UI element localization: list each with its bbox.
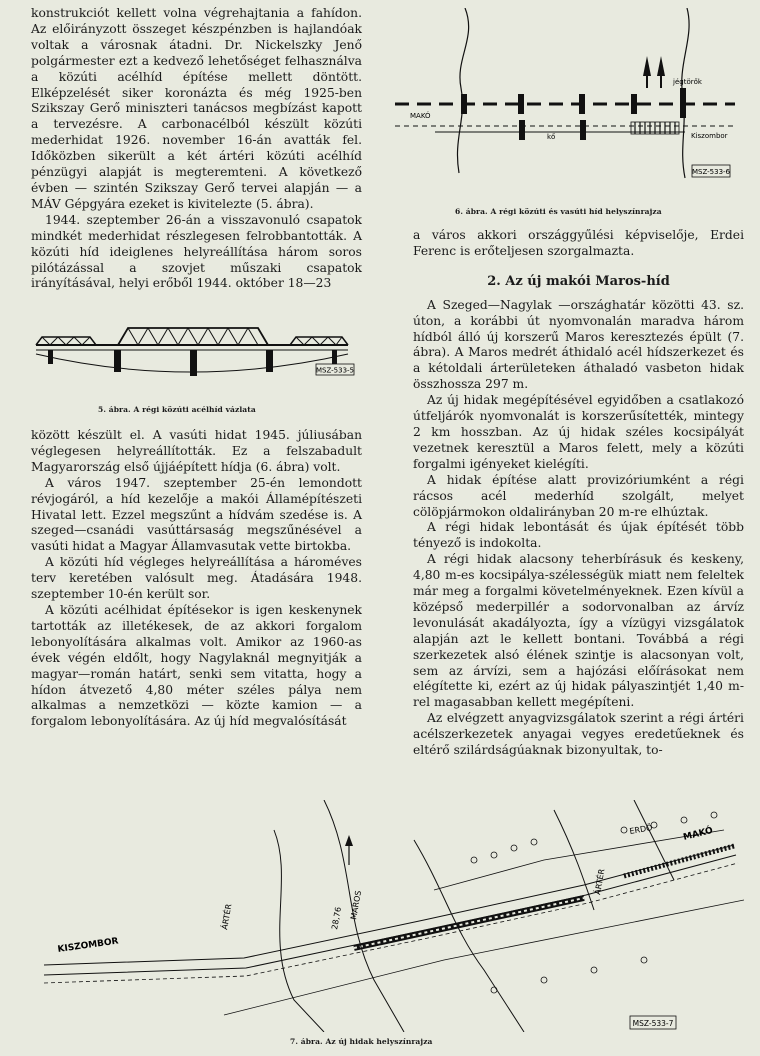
figure-code: MSZ-533-7 — [632, 1019, 674, 1028]
paragraph: Az elvégzett anyagvizsgálatok szerint a régi ártéri acélszerkezetek anyagai vegyes eredetűeknek és eltérő szilárdságúaknak bizonyultak, to- — [413, 711, 744, 758]
figure-7-caption: 7. ábra. Az új hidak helyszínrajza — [290, 1037, 433, 1046]
label-ko: kő — [547, 133, 556, 141]
label-jegtoro: jégtörők — [673, 78, 702, 86]
label-mako: MAKÓ — [682, 825, 714, 843]
figure-code: MSZ-533-6 — [691, 168, 731, 176]
label-mako: MAKÓ — [410, 112, 431, 120]
section-heading: 2. Az új makói Maros-híd — [487, 273, 670, 289]
paragraph: a város akkori országgyűlési képviselője, Erdei Ferenc is erőteljesen szorgalmazta. — [413, 228, 744, 258]
paragraph: A közúti híd végleges helyreállítása a hároméves terv keretében valósult meg. Átadására 1948. szeptember 10-én került sor. — [31, 555, 362, 602]
figure-6-caption: 6. ábra. A régi közúti és vasúti híd helyszínrajza — [455, 207, 662, 216]
paragraph: A város 1947. szeptember 25-én lemondott révjogáról, a híd kezelője a makói Államépítészeti Hivatal lett. Ezzel megszűnt a hídvám szedése is. A szeged—csanádi vasúttársaság megszűnésével a vasúti hidat a Magyar Államvasutak vette birtokba. — [31, 475, 362, 554]
label-arter-left: ÁRTÉR — [220, 903, 234, 931]
figure-5-caption: 5. ábra. A régi közúti acélhíd vázlata — [98, 405, 256, 414]
figure-code: MSZ-533-5 — [315, 366, 355, 375]
figure-5-drawing — [30, 320, 360, 395]
paragraph: A régi hidak lebontását és újak építését több tényező is indokolta. — [413, 520, 744, 551]
paragraph: A hidak építése alatt provizóriumként a régi rácsos acél mederhíd szolgált, melyet cölöpjármokon oldalirányban 20 m-re elhúztak. — [413, 472, 744, 519]
label-arter-right: ÁRTÉR — [593, 868, 607, 896]
paragraph: A közúti acélhidat építésekor is igen keskenynek tartották az illetékesek, de az akkori forgalom lebonyolítására alkalmas volt. Amikor az 1960-as évek végén eldőlt, hogy Nagylaknál megnyitják a magyar—román határt, senki sem vitatta, hogy a hídon átvezető 4,80 méter széles pálya nem alkalmas a nemzetközi — közte kamion — a forgalom lebonyolítására. Az új híd megvalósítását — [31, 602, 362, 729]
paragraph: A régi hidak alacsony teherbírásuk és keskeny, 4,80 m-es kocsipálya-szélességük miatt nem feleltek már meg a forgalmi követelményeknek. Ezen kívül a középső mederpillér a sodorvonalban az árvíz levonulását akadályozta, így a vízügyi vizsgálatok alapján azt le kellett bontani. Továbbá a régi szerkezetek alsó élének szintje is alacsonyan volt, sem az árvízi, sem a hajózási előírásokat nem elégítette ki, ezért az új hidak pályaszintjét 1,40 m-rel magasabban kellett megépíteni. — [413, 552, 744, 710]
label-erdo: ERDŐ — [628, 823, 654, 836]
label-kiszombor: Kiszombor — [691, 132, 728, 140]
paragraph: A Szeged—Nagylak —országhatár közötti 43. sz. úton, a korábbi út nyomvonalán maradva három hídból álló új korszerű Maros keresztezés épült (7. ábra). A Maros medrét áthidaló acél hídszerkezet és a kétoldali árterületeken áthaladó vasbeton hidak összhossza 297 m. — [413, 297, 744, 392]
figure-6-drawing — [395, 8, 735, 188]
paragraph: között készült el. A vasúti hidat 1945. júliusában véglegesen helyreállították. Ez a felszabadult Magyarország első újjáépített hídja (6. ábra) volt. — [31, 428, 362, 474]
label-kiszombor: KISZOMBOR — [57, 936, 120, 955]
figure-7-drawing — [24, 800, 744, 1032]
label-maros: MAROS — [349, 889, 364, 921]
paragraph: Az új hidak megépítésével egyidőben a csatlakozó útfeljárók nyomvonalát is korszerűsítették, mintegy 2 km hosszban. Az új hidak széles kocsipályát vezetnek keresztül a Maros felett, mely a közúti forgalmi igényeket kielégíti. — [413, 393, 744, 471]
label-km: 28,76 — [330, 906, 343, 931]
paragraph: konstrukciót kellett volna végrehajtania a fahídon. Az előirányzott összeget készpénzben is hajlandóak voltak a városnak átadni. Dr. Nickelszky Jenő polgármester ezt a kedvező lehetőséget felhasználva a közúti acélhíd építése mellett döntött. Elképzelését siker koronázta és még 1925-ben Szikszay Gerő miniszteri tanácsos megbízást kapott a tervezésre. A carbonacélból készült közúti mederhidat 1926. november 16-án avatták fel. Időközben sikerült a két ártéri közúti acélhíd pénzügyi alapját is megteremteni. A következő évben — szintén Szikszay Gerő tervei alapján — a MÁV Gépgyára ezeket is kivitelezte (5. ábra). — [31, 6, 362, 211]
right-column — [413, 228, 744, 759]
left-column-bottom — [31, 428, 362, 730]
paragraph: 1944. szeptember 26-án a visszavonuló csapatok mindkét mederhidat részlegesen felrobbantották. A közúti híd ideiglenes helyreállítása három soros pilótázással a szovjet műszaki csapatok irányításával, helyi erőből 1944. október 18—23 — [31, 212, 362, 291]
left-column-top — [31, 6, 362, 292]
